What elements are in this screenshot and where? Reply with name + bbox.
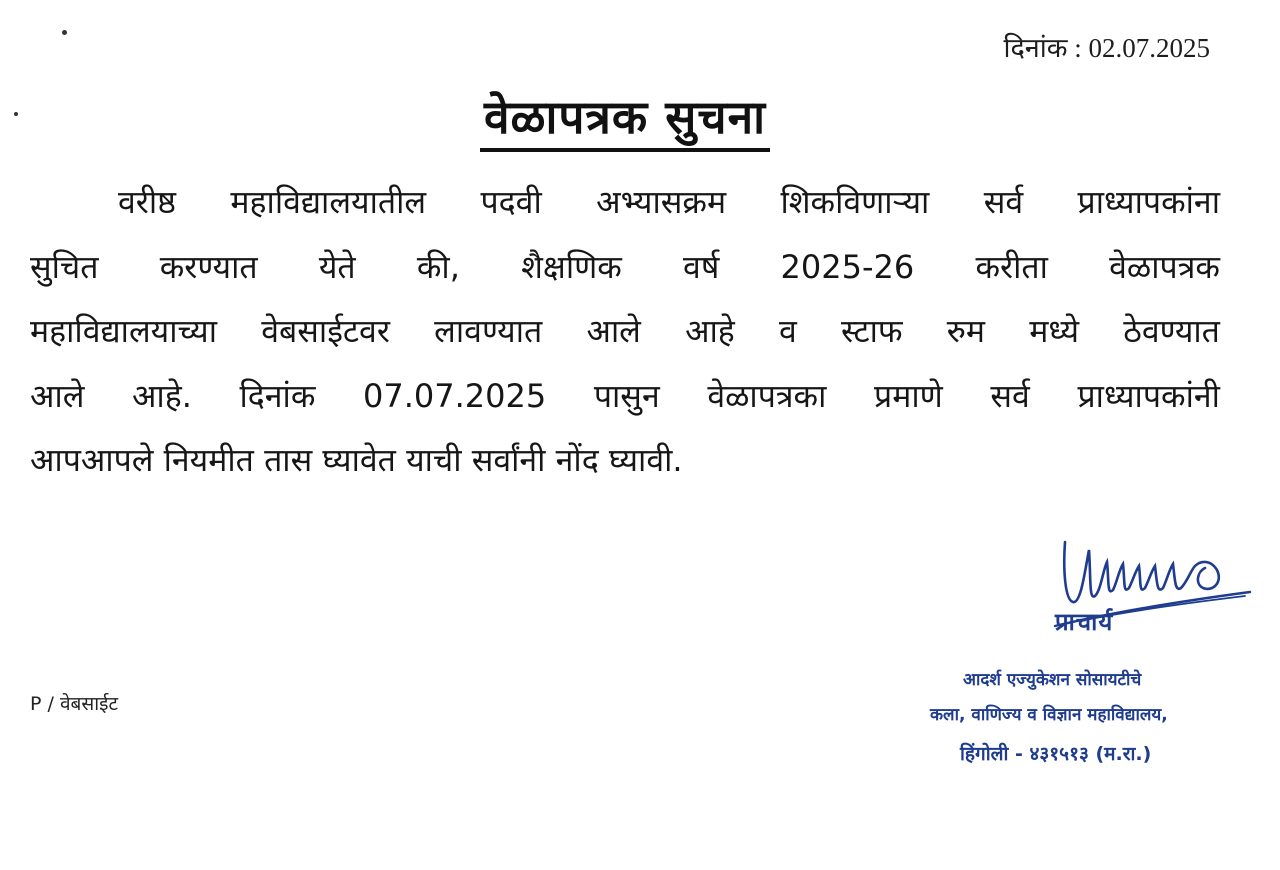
notice-line xyxy=(30,235,1220,300)
notice-word: वेळापत्रक xyxy=(1109,247,1220,286)
notice-word: प्राध्यापकांनी xyxy=(1077,376,1220,415)
notice-word: वेबसाईटवर xyxy=(261,312,390,350)
notice-word: की, xyxy=(416,247,460,286)
notice-word: आले xyxy=(586,312,641,350)
notice-word: महाविद्यालयाच्या xyxy=(30,312,218,350)
notice-title: वेळापत्रक सुचना xyxy=(480,88,770,152)
notice-word: वेळापत्रका xyxy=(707,376,827,415)
notice-word: पदवी xyxy=(480,183,542,221)
notice-word: प्रमाणे xyxy=(874,376,943,415)
notice-line xyxy=(30,428,1220,493)
notice-word: मध्ये xyxy=(1029,312,1080,350)
notice-word: ठेवण्यात xyxy=(1123,312,1220,350)
notice-word: वर्ष xyxy=(683,247,720,286)
notice-word: करण्यात xyxy=(159,247,258,286)
notice-word: सर्व xyxy=(983,183,1024,221)
notice-date: दिनांक : 02.07.2025 xyxy=(1003,33,1210,63)
notice-word: पासुन xyxy=(593,376,660,415)
notice-word: दिनांक xyxy=(239,376,316,415)
notice-word: शिकविणाऱ्या xyxy=(780,183,930,221)
notice-word: आपआपले नियमीत तास घ्यावेत याची सर्वांनी नोंद घ्यावी. xyxy=(30,441,683,479)
notice-title-wrapper xyxy=(0,88,1250,152)
notice-line xyxy=(30,364,1220,429)
stamp-title: प्राचार्य xyxy=(1055,608,1114,636)
notice-word: आले xyxy=(30,376,85,415)
notice-word: सुचित xyxy=(30,247,99,286)
notice-word: रुम xyxy=(946,312,986,350)
notice-word: करीता xyxy=(975,247,1048,286)
notice-word: सर्व xyxy=(990,376,1030,415)
notice-word: लावण्यात xyxy=(434,312,543,350)
notice-word: वरीष्ठ xyxy=(118,183,177,221)
notice-word: येते xyxy=(318,247,356,286)
scan-speck xyxy=(62,30,67,35)
notice-word: आहे. xyxy=(132,376,192,415)
notice-word: 2025-26 xyxy=(780,247,915,286)
notice-word: अभ्यासक्रम xyxy=(596,183,727,221)
copy-to-note: P / वेबसाईट xyxy=(30,693,119,715)
notice-word: प्राध्यापकांना xyxy=(1077,183,1220,221)
notice-line xyxy=(30,170,1220,235)
notice-word: आहे xyxy=(685,312,735,350)
stamp-address: हिंगोली - ४३१५१३ (म.रा.) xyxy=(960,743,1152,765)
notice-word: व xyxy=(779,312,797,350)
notice-word: 07.07.2025 xyxy=(363,376,547,415)
stamp-college: कला, वाणिज्य व विज्ञान महाविद्यालय, xyxy=(930,705,1168,725)
notice-word: शैक्षणिक xyxy=(521,247,622,286)
notice-word: महाविद्यालयातील xyxy=(230,183,427,221)
notice-word: स्टाफ xyxy=(841,312,903,350)
notice-line xyxy=(30,299,1220,364)
notice-body xyxy=(30,170,1220,493)
stamp-society: आदर्श एज्युकेशन सोसायटीचे xyxy=(963,670,1142,690)
